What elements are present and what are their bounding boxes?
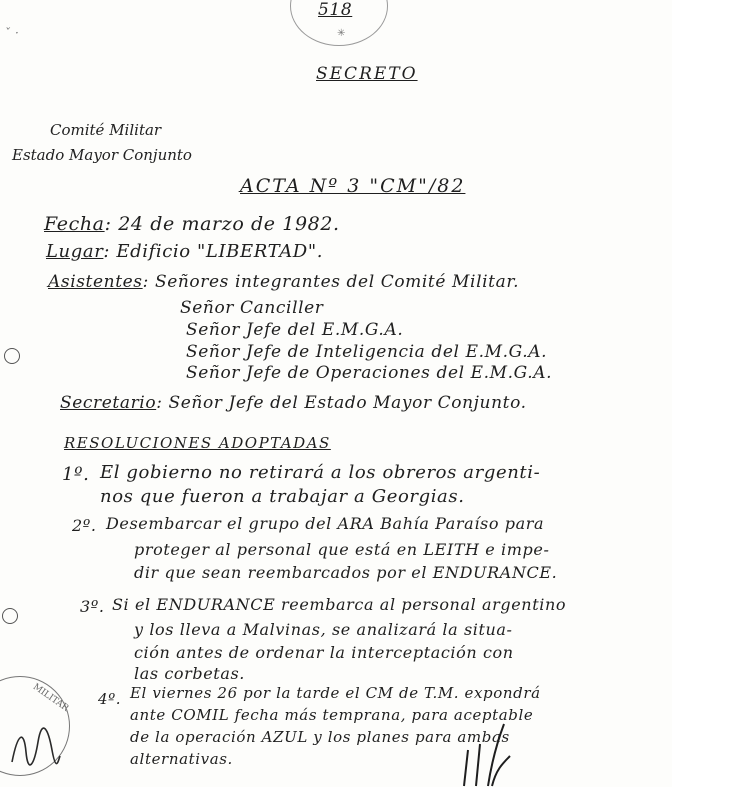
acta-heading: ACTA Nº 3 "CM"/82 xyxy=(240,175,466,197)
resolucion-line: las corbetas. xyxy=(134,664,245,683)
resolucion-number: 1º. xyxy=(62,464,90,485)
corner-mark: ˇ · xyxy=(4,26,20,40)
asistentes-item: : Señores integrantes del Comité Militar. xyxy=(142,272,520,292)
binder-hole xyxy=(4,348,20,364)
resolucion-line: nos que fueron a trabajar a Georgias. xyxy=(100,486,465,507)
resoluciones-heading: RESOLUCIONES ADOPTADAS xyxy=(64,434,331,452)
asistentes-item: Señor Jefe del E.M.G.A. xyxy=(186,320,404,340)
resolucion-line: proteger al personal que está en LEITH e impe- xyxy=(134,540,550,559)
signature-right xyxy=(458,720,528,787)
org-line-staff: Estado Mayor Conjunto xyxy=(12,146,192,164)
asistentes-item: Señor Jefe de Operaciones del E.M.G.A. xyxy=(186,363,553,383)
fecha-label: Fecha xyxy=(44,213,105,235)
resolucion-line: El gobierno no retirará a los obreros argenti- xyxy=(100,462,541,483)
signature-left xyxy=(8,722,62,772)
resolucion-line: dir que sean reembarcados por el ENDURANCE. xyxy=(134,563,558,582)
page-margin xyxy=(672,0,729,787)
binder-hole xyxy=(2,608,18,624)
resolucion-line: El viernes 26 por la tarde el CM de T.M. expondrá xyxy=(130,684,541,702)
lugar-label: Lugar xyxy=(46,241,104,262)
classification-heading: SECRETO xyxy=(316,64,418,84)
lugar-row xyxy=(46,241,323,262)
resolucion-line: alternativas. xyxy=(130,750,233,768)
asistentes-item: Señor Canciller xyxy=(180,298,324,318)
page-number: 518 xyxy=(318,0,353,20)
resolucion-line: ción antes de ordenar la interceptación con xyxy=(134,643,514,662)
org-line-committee: Comité Militar xyxy=(50,121,162,139)
resolucion-line: ante COMIL fecha más temprana, para aceptable xyxy=(130,706,534,724)
fecha-row xyxy=(44,213,340,235)
seal-lettering: MILITAR xyxy=(30,682,71,714)
resolucion-line: Si el ENDURANCE reembarca al personal argentino xyxy=(112,595,567,614)
asistentes-item: Señor Jefe de Inteligencia del E.M.G.A. xyxy=(186,342,548,362)
asistentes-row xyxy=(48,272,519,292)
resolucion-number: 3º. xyxy=(80,597,105,616)
resolucion-line: y los lleva a Malvinas, se analizará la situa- xyxy=(134,620,513,639)
lugar-value: : Edificio "LIBERTAD". xyxy=(103,241,324,262)
secretario-label: Secretario xyxy=(60,393,157,413)
fecha-value: : 24 de marzo de 1982. xyxy=(104,213,340,235)
stamp-mark: ✳ xyxy=(337,28,346,39)
resolucion-number: 2º. xyxy=(72,516,97,535)
resolucion-line: de la operación AZUL y los planes para ambas xyxy=(130,728,510,746)
resolucion-number: 4º. xyxy=(98,690,122,708)
secretario-value: : Señor Jefe del Estado Mayor Conjunto. xyxy=(156,393,527,413)
asistentes-label: Asistentes xyxy=(48,272,143,292)
secretario-row xyxy=(60,393,527,413)
resolucion-line: Desembarcar el grupo del ARA Bahía Paraíso para xyxy=(106,514,545,533)
